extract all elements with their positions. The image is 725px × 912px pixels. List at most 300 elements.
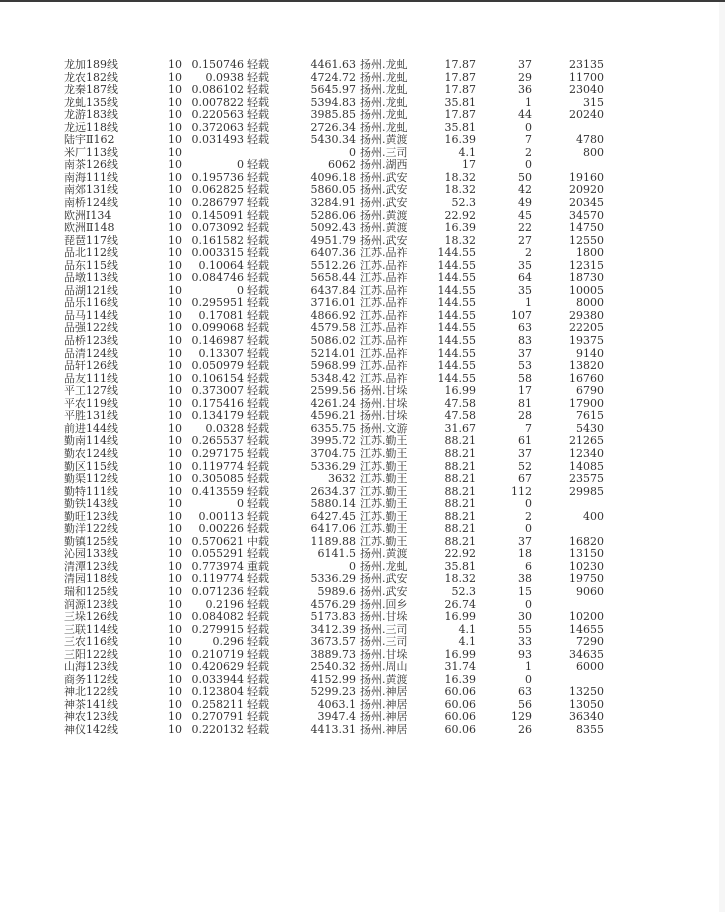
capacity-cell: 34570: [569, 208, 604, 222]
capacity-cell: 14085: [569, 459, 604, 473]
capacity-cell: 19375: [569, 334, 604, 348]
substation-cell: 江苏.勤王: [360, 498, 408, 511]
voltage-cell: 10: [168, 145, 182, 159]
right-edge-shade: [719, 2, 725, 912]
line-name-cell: 清潭123线: [64, 560, 118, 573]
line-name-cell: 勤洋122线: [64, 523, 118, 536]
load-status-cell: 轻载: [247, 258, 269, 272]
count-cell: 61: [518, 434, 532, 448]
line-name-cell: 勤农124线: [64, 447, 118, 460]
voltage-cell: 10: [168, 183, 182, 197]
capacity-cell: 12550: [569, 233, 604, 247]
length-cell: 2634.37: [310, 484, 356, 498]
load-ratio-cell: 0.106154: [191, 371, 244, 385]
length-cell: 1189.88: [310, 534, 356, 548]
substation-cell: 江苏.勤王: [360, 485, 408, 498]
value-cell: 4.1: [458, 145, 476, 159]
count-cell: 0: [525, 158, 532, 172]
substation-cell: 扬州.三司: [360, 636, 408, 649]
load-ratio-cell: 0.055291: [191, 547, 244, 561]
line-name-cell: 三农116线: [64, 636, 118, 649]
capacity-cell: 20345: [569, 196, 604, 210]
load-status-cell: 轻载: [247, 409, 269, 423]
value-cell: 144.55: [437, 371, 476, 385]
voltage-cell: 10: [168, 572, 182, 586]
line-name-cell: 平胜131线: [64, 410, 118, 423]
value-cell: 144.55: [437, 296, 476, 310]
substation-cell: 扬州.神居: [360, 723, 408, 736]
line-name-cell: 勤镇125线: [64, 535, 118, 548]
substation-cell: 扬州.神居: [360, 711, 408, 724]
count-cell: 50: [518, 170, 532, 184]
value-cell: 60.06: [444, 685, 476, 699]
length-cell: 3412.39: [310, 622, 356, 636]
length-cell: 5086.02: [310, 334, 356, 348]
load-ratio-cell: 0.0938: [205, 70, 244, 84]
value-cell: 88.21: [444, 509, 476, 523]
line-name-cell: 龙游183线: [64, 109, 118, 122]
line-name-cell: 品墩113线: [64, 272, 118, 285]
count-cell: 7: [525, 421, 532, 435]
length-cell: 3284.91: [310, 196, 356, 210]
count-cell: 37: [518, 534, 532, 548]
table-row: [64, 636, 624, 649]
voltage-cell: 10: [168, 446, 182, 460]
line-name-cell: 勤区115线: [64, 460, 118, 473]
length-cell: 4461.63: [310, 58, 356, 71]
count-cell: 67: [518, 472, 532, 486]
load-ratio-cell: 0.10064: [198, 258, 244, 272]
load-ratio-cell: 0.220563: [191, 108, 244, 122]
length-cell: 6437.84: [310, 283, 356, 297]
capacity-cell: 13820: [569, 359, 604, 373]
capacity-cell: 29985: [569, 484, 604, 498]
count-cell: 64: [518, 271, 532, 285]
count-cell: 1: [525, 660, 532, 674]
table-row: [64, 197, 624, 210]
load-ratio-cell: 0: [237, 283, 244, 297]
load-ratio-cell: 0.084746: [191, 271, 244, 285]
value-cell: 18.32: [444, 170, 476, 184]
value-cell: 18.32: [444, 183, 476, 197]
value-cell: 16.39: [444, 221, 476, 235]
line-name-cell: 品马114线: [64, 309, 118, 322]
count-cell: 107: [511, 308, 532, 322]
table-row: [64, 247, 624, 260]
load-ratio-cell: 0.297175: [191, 446, 244, 460]
count-cell: 37: [518, 446, 532, 460]
value-cell: 16.99: [444, 384, 476, 398]
substation-cell: 扬州.周山: [360, 661, 408, 674]
load-ratio-cell: 0.00226: [198, 522, 244, 536]
voltage-cell: 10: [168, 484, 182, 498]
voltage-cell: 10: [168, 610, 182, 624]
voltage-cell: 10: [168, 722, 182, 736]
load-status-cell: 轻载: [247, 597, 269, 611]
voltage-cell: 10: [168, 409, 182, 423]
line-name-cell: 勤南114线: [64, 435, 118, 448]
count-cell: 112: [511, 484, 532, 498]
line-name-cell: 前进144线: [64, 422, 118, 435]
line-name-cell: 品桥123线: [64, 335, 118, 348]
line-name-cell: 平工127线: [64, 385, 118, 398]
load-status-cell: 轻载: [247, 547, 269, 561]
substation-cell: 扬州.甘垛: [360, 611, 408, 624]
load-status-cell: 轻载: [247, 635, 269, 649]
load-status-cell: 轻载: [247, 672, 269, 686]
line-name-cell: 品友111线: [64, 372, 118, 385]
voltage-cell: 10: [168, 622, 182, 636]
load-ratio-cell: 0.084082: [191, 610, 244, 624]
capacity-cell: 6790: [576, 384, 604, 398]
count-cell: 52: [518, 459, 532, 473]
load-status-cell: 轻载: [247, 522, 269, 536]
load-status-cell: 轻载: [247, 170, 269, 184]
substation-cell: 江苏.勤王: [360, 510, 408, 523]
voltage-cell: 10: [168, 534, 182, 548]
substation-cell: 扬州.三司: [360, 146, 408, 159]
count-cell: 22: [518, 221, 532, 235]
value-cell: 35.81: [444, 120, 476, 134]
value-cell: 88.21: [444, 522, 476, 536]
voltage-cell: 10: [168, 396, 182, 410]
length-cell: 4096.18: [310, 170, 356, 184]
load-status-cell: 轻载: [247, 472, 269, 486]
load-status-cell: 轻载: [247, 95, 269, 109]
length-cell: 3985.85: [310, 108, 356, 122]
value-cell: 47.58: [444, 409, 476, 423]
load-ratio-cell: 0.150746: [191, 58, 244, 71]
load-status-cell: 轻载: [247, 196, 269, 210]
value-cell: 88.21: [444, 446, 476, 460]
capacity-cell: 315: [583, 95, 604, 109]
value-cell: 144.55: [437, 359, 476, 373]
load-status-cell: 轻载: [247, 308, 269, 322]
value-cell: 144.55: [437, 321, 476, 335]
length-cell: 4063.1: [317, 697, 356, 711]
load-ratio-cell: 0.295951: [191, 296, 244, 310]
load-ratio-cell: 0.279915: [191, 622, 244, 636]
count-cell: 18: [518, 547, 532, 561]
line-name-cell: 商务112线: [64, 673, 118, 686]
load-status-cell: 轻载: [247, 271, 269, 285]
capacity-cell: 5430: [576, 421, 604, 435]
voltage-cell: 10: [168, 271, 182, 285]
length-cell: 5430.34: [310, 133, 356, 147]
line-name-cell: 米厂113线: [64, 146, 118, 159]
length-cell: 5173.83: [310, 610, 356, 624]
capacity-cell: 12315: [569, 258, 604, 272]
value-cell: 144.55: [437, 258, 476, 272]
count-cell: 0: [525, 597, 532, 611]
capacity-cell: 7290: [576, 635, 604, 649]
load-status-cell: 轻载: [247, 622, 269, 636]
value-cell: 35.81: [444, 559, 476, 573]
value-cell: 31.74: [444, 660, 476, 674]
load-ratio-cell: 0.062825: [191, 183, 244, 197]
load-ratio-cell: 0.2196: [205, 597, 244, 611]
capacity-cell: 10230: [569, 559, 604, 573]
length-cell: 4596.21: [310, 409, 356, 423]
length-cell: 3947.4: [317, 710, 356, 724]
load-ratio-cell: 0.003315: [191, 246, 244, 260]
count-cell: 37: [518, 58, 532, 71]
line-name-cell: 神农123线: [64, 711, 118, 724]
length-cell: 4579.58: [310, 321, 356, 335]
voltage-cell: 10: [168, 283, 182, 297]
substation-cell: 江苏.勤王: [360, 447, 408, 460]
capacity-cell: 9060: [576, 584, 604, 598]
substation-cell: 扬州.甘垛: [360, 410, 408, 423]
line-name-cell: 品东115线: [64, 259, 118, 272]
voltage-cell: 10: [168, 120, 182, 134]
table-row: [64, 611, 624, 624]
capacity-cell: 9140: [576, 346, 604, 360]
line-name-cell: 瑞和125线: [64, 585, 118, 598]
length-cell: 4576.29: [310, 597, 356, 611]
count-cell: 35: [518, 283, 532, 297]
voltage-cell: 10: [168, 509, 182, 523]
substation-cell: 扬州.黄渡: [360, 673, 408, 686]
count-cell: 44: [518, 108, 532, 122]
value-cell: 144.55: [437, 246, 476, 260]
voltage-cell: 10: [168, 710, 182, 724]
capacity-cell: 8355: [576, 722, 604, 736]
length-cell: 2726.34: [310, 120, 356, 134]
load-ratio-cell: 0.00113: [198, 509, 244, 523]
length-cell: 2599.56: [310, 384, 356, 398]
line-name-cell: 勤特111线: [64, 485, 118, 498]
length-cell: 3673.57: [310, 635, 356, 649]
load-status-cell: 轻载: [247, 58, 269, 71]
substation-cell: 扬州.龙虬: [360, 96, 408, 109]
length-cell: 5286.06: [310, 208, 356, 222]
value-cell: 17.87: [444, 83, 476, 97]
value-cell: 18.32: [444, 572, 476, 586]
voltage-cell: 10: [168, 371, 182, 385]
load-status-cell: 轻载: [247, 610, 269, 624]
line-name-cell: 龙加189线: [64, 59, 118, 71]
substation-cell: 江苏.品祚: [360, 335, 408, 348]
substation-cell: 江苏.勤王: [360, 460, 408, 473]
length-cell: 5214.01: [310, 346, 356, 360]
load-ratio-cell: 0.195736: [191, 170, 244, 184]
load-ratio-cell: 0.305085: [191, 472, 244, 486]
load-status-cell: 轻载: [247, 647, 269, 661]
load-ratio-cell: 0: [237, 497, 244, 511]
count-cell: 63: [518, 321, 532, 335]
length-cell: 6427.45: [310, 509, 356, 523]
value-cell: 144.55: [437, 308, 476, 322]
capacity-cell: 13050: [569, 697, 604, 711]
length-cell: 2540.32: [310, 660, 356, 674]
load-status-cell: 轻载: [247, 296, 269, 310]
line-name-cell: 平农119线: [64, 397, 118, 410]
table-row: [64, 548, 624, 561]
substation-cell: 扬州.黄渡: [360, 134, 408, 147]
capacity-cell: 10005: [569, 283, 604, 297]
load-ratio-cell: 0.073092: [191, 221, 244, 235]
voltage-cell: 10: [168, 660, 182, 674]
value-cell: 35.81: [444, 95, 476, 109]
voltage-cell: 10: [168, 158, 182, 172]
voltage-cell: 10: [168, 308, 182, 322]
substation-cell: 江苏.品祚: [360, 309, 408, 322]
table-row: [64, 661, 624, 674]
capacity-cell: 20240: [569, 108, 604, 122]
load-status-cell: 轻载: [247, 584, 269, 598]
capacity-cell: 13150: [569, 547, 604, 561]
value-cell: 144.55: [437, 271, 476, 285]
line-name-cell: 三垛126线: [64, 611, 118, 624]
value-cell: 4.1: [458, 622, 476, 636]
value-cell: 17: [462, 158, 476, 172]
capacity-cell: 14655: [569, 622, 604, 636]
count-cell: 42: [518, 183, 532, 197]
load-status-cell: 轻载: [247, 70, 269, 84]
line-name-cell: 神仪142线: [64, 723, 118, 736]
substation-cell: 江苏.品祚: [360, 259, 408, 272]
load-ratio-cell: 0.146987: [191, 334, 244, 348]
load-status-cell: 轻载: [247, 359, 269, 373]
length-cell: 4724.72: [310, 70, 356, 84]
line-name-cell: 龙农182线: [64, 71, 118, 84]
substation-cell: 江苏.勤王: [360, 523, 408, 536]
voltage-cell: 10: [168, 497, 182, 511]
length-cell: 5394.83: [310, 95, 356, 109]
substation-cell: 扬州.回乡: [360, 598, 408, 611]
length-cell: 3716.01: [310, 296, 356, 310]
voltage-cell: 10: [168, 346, 182, 360]
value-cell: 88.21: [444, 459, 476, 473]
line-name-cell: 南茶126线: [64, 159, 118, 172]
count-cell: 93: [518, 647, 532, 661]
load-status-cell: 轻载: [247, 346, 269, 360]
load-status-cell: 轻载: [247, 710, 269, 724]
substation-cell: 扬州.武安: [360, 585, 408, 598]
capacity-cell: 6000: [576, 660, 604, 674]
substation-cell: 扬州.龙虬: [360, 121, 408, 134]
voltage-cell: 10: [168, 95, 182, 109]
capacity-cell: 19750: [569, 572, 604, 586]
length-cell: 6355.75: [310, 421, 356, 435]
length-cell: 3995.72: [310, 434, 356, 448]
value-cell: 16.99: [444, 647, 476, 661]
voltage-cell: 10: [168, 133, 182, 147]
length-cell: 5348.42: [310, 371, 356, 385]
voltage-cell: 10: [168, 635, 182, 649]
substation-cell: 扬州.龙虬: [360, 59, 408, 71]
count-cell: 49: [518, 196, 532, 210]
length-cell: 4152.99: [310, 672, 356, 686]
table-row: [64, 59, 624, 72]
spreadsheet-table: [64, 59, 624, 737]
value-cell: 18.32: [444, 233, 476, 247]
load-ratio-cell: 0.050979: [191, 359, 244, 373]
capacity-cell: 400: [583, 509, 604, 523]
count-cell: 58: [518, 371, 532, 385]
substation-cell: 扬州.黄渡: [360, 222, 408, 235]
capacity-cell: 4780: [576, 133, 604, 147]
voltage-cell: 10: [168, 108, 182, 122]
load-status-cell: 轻载: [247, 509, 269, 523]
line-name-cell: 欧洲Ⅰ134: [64, 209, 112, 222]
capacity-cell: 18730: [569, 271, 604, 285]
load-ratio-cell: 0.145091: [191, 208, 244, 222]
table-row: [64, 724, 624, 737]
count-cell: 38: [518, 572, 532, 586]
load-ratio-cell: 0.161582: [191, 233, 244, 247]
table-row: [64, 686, 624, 699]
load-status-cell: 轻载: [247, 120, 269, 134]
load-ratio-cell: 0.086102: [191, 83, 244, 97]
table-row: [64, 448, 624, 461]
load-status-cell: 轻载: [247, 572, 269, 586]
count-cell: 27: [518, 233, 532, 247]
length-cell: 5968.99: [310, 359, 356, 373]
load-ratio-cell: 0.119774: [191, 459, 244, 473]
length-cell: 4866.92: [310, 308, 356, 322]
load-ratio-cell: 0.17081: [198, 308, 244, 322]
load-status-cell: 轻载: [247, 685, 269, 699]
capacity-cell: 23040: [569, 83, 604, 97]
substation-cell: 扬州.黄渡: [360, 548, 408, 561]
line-name-cell: 山海123线: [64, 661, 118, 674]
load-status-cell: 轻载: [247, 108, 269, 122]
load-status-cell: 轻载: [247, 371, 269, 385]
table-row: [64, 222, 624, 235]
load-ratio-cell: 0.420629: [191, 660, 244, 674]
line-name-cell: 神茶141线: [64, 698, 118, 711]
substation-cell: 扬州.龙虬: [360, 71, 408, 84]
voltage-cell: 10: [168, 434, 182, 448]
length-cell: 5512.26: [310, 258, 356, 272]
load-status-cell: 轻载: [247, 384, 269, 398]
line-name-cell: 清园118线: [64, 573, 118, 586]
substation-cell: 扬州.神居: [360, 698, 408, 711]
capacity-cell: 12340: [569, 446, 604, 460]
substation-cell: 江苏.勤王: [360, 473, 408, 486]
load-ratio-cell: 0.123804: [191, 685, 244, 699]
count-cell: 56: [518, 697, 532, 711]
length-cell: 6141.5: [317, 547, 356, 561]
count-cell: 53: [518, 359, 532, 373]
value-cell: 88.21: [444, 434, 476, 448]
table-row: [64, 272, 624, 285]
load-status-cell: 轻载: [247, 283, 269, 297]
capacity-cell: 36340: [569, 710, 604, 724]
substation-cell: 扬州.文游: [360, 422, 408, 435]
capacity-cell: 17900: [569, 396, 604, 410]
voltage-cell: 10: [168, 246, 182, 260]
substation-cell: 江苏.品祚: [360, 347, 408, 360]
count-cell: 1: [525, 95, 532, 109]
line-name-cell: 龙秦187线: [64, 84, 118, 97]
voltage-cell: 10: [168, 547, 182, 561]
count-cell: 83: [518, 334, 532, 348]
capacity-cell: 8000: [576, 296, 604, 310]
count-cell: 2: [525, 246, 532, 260]
value-cell: 88.21: [444, 484, 476, 498]
count-cell: 0: [525, 497, 532, 511]
voltage-cell: 10: [168, 233, 182, 247]
load-ratio-cell: 0.007822: [191, 95, 244, 109]
table-row: [64, 523, 624, 536]
capacity-cell: 22205: [569, 321, 604, 335]
value-cell: 52.3: [451, 196, 476, 210]
load-status-cell: 轻载: [247, 246, 269, 260]
load-status-cell: 中载: [247, 534, 269, 548]
